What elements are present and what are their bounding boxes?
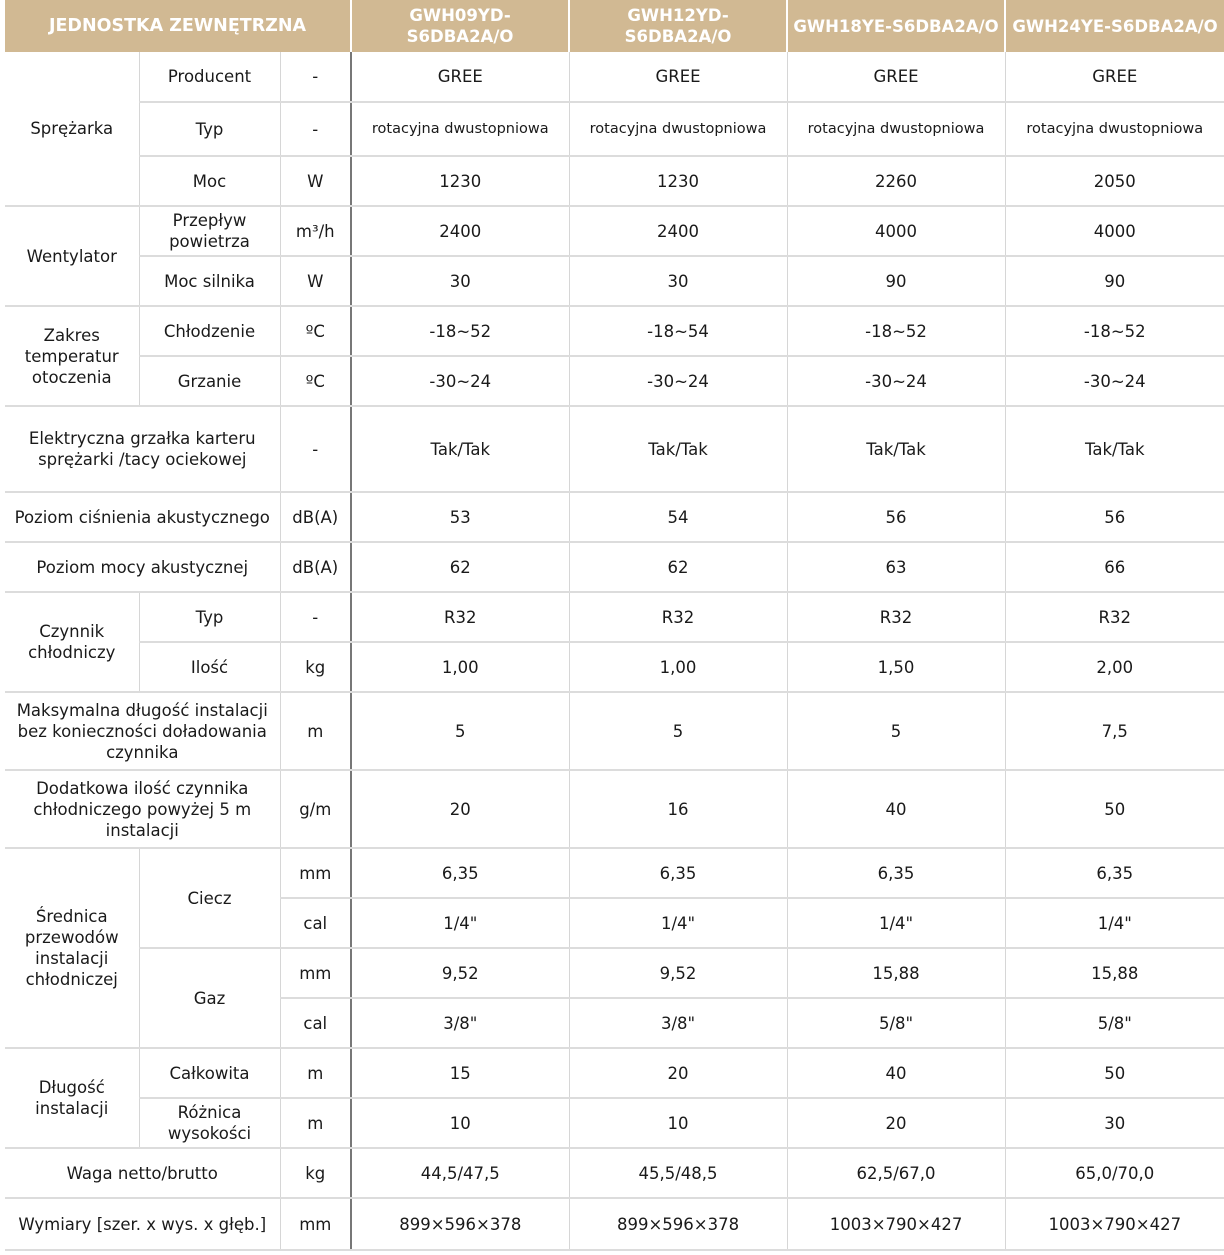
header-row bbox=[5, 0, 1224, 52]
value-cell: 30 bbox=[1005, 1098, 1224, 1148]
value-cell: 2400 bbox=[569, 206, 787, 256]
value-cell: Tak/Tak bbox=[351, 406, 569, 492]
value-cell: 65,0/70,0 bbox=[1005, 1148, 1224, 1198]
value-cell: 56 bbox=[787, 492, 1005, 542]
model-header: GWH09YD-S6DBA2A/O bbox=[351, 0, 569, 52]
group-label: Wentylator bbox=[5, 206, 139, 306]
model-header: GWH12YD-S6DBA2A/O bbox=[569, 0, 787, 52]
value-cell: 30 bbox=[351, 256, 569, 306]
row-label: Ilość bbox=[139, 642, 280, 692]
value-cell: 20 bbox=[569, 1048, 787, 1098]
value-cell: Tak/Tak bbox=[787, 406, 1005, 492]
value-cell: 1003×790×427 bbox=[1005, 1198, 1224, 1250]
unit-cell: ºC bbox=[280, 306, 351, 356]
unit-cell: - bbox=[280, 406, 351, 492]
value-cell: rotacyjna dwustopniowa bbox=[351, 102, 569, 156]
table-row bbox=[5, 642, 1224, 692]
value-cell: 53 bbox=[351, 492, 569, 542]
value-cell: 1,00 bbox=[569, 642, 787, 692]
value-cell: 6,35 bbox=[1005, 848, 1224, 898]
value-cell: rotacyjna dwustopniowa bbox=[1005, 102, 1224, 156]
table-title: JEDNOSTKA ZEWNĘTRZNA bbox=[5, 0, 351, 52]
unit-cell: cal bbox=[280, 998, 351, 1048]
value-cell: 4000 bbox=[787, 206, 1005, 256]
unit-cell: g/m bbox=[280, 770, 351, 848]
row-label: Waga netto/brutto bbox=[5, 1148, 280, 1198]
value-cell: 56 bbox=[1005, 492, 1224, 542]
table-row bbox=[5, 542, 1224, 592]
row-label: Maksymalna długość instalacji bez konieczności doładowania czynnika bbox=[5, 692, 280, 770]
table-row bbox=[5, 156, 1224, 206]
table-row bbox=[5, 306, 1224, 356]
value-cell: 50 bbox=[1005, 770, 1224, 848]
value-cell: rotacyjna dwustopniowa bbox=[569, 102, 787, 156]
value-cell: 62 bbox=[569, 542, 787, 592]
value-cell: 90 bbox=[787, 256, 1005, 306]
value-cell: 899×596×378 bbox=[351, 1198, 569, 1250]
value-cell: -30~24 bbox=[787, 356, 1005, 406]
row-label: Producent bbox=[139, 52, 280, 102]
table-row bbox=[5, 848, 1224, 898]
value-cell: 9,52 bbox=[569, 948, 787, 998]
value-cell: 54 bbox=[569, 492, 787, 542]
unit-cell: - bbox=[280, 52, 351, 102]
row-label: Elektryczna grzałka karteru sprężarki /tacy ociekowej bbox=[5, 406, 280, 492]
unit-cell: dB(A) bbox=[280, 492, 351, 542]
table-row bbox=[5, 492, 1224, 542]
value-cell: 5/8" bbox=[787, 998, 1005, 1048]
row-label: Grzanie bbox=[139, 356, 280, 406]
table-row bbox=[5, 1048, 1224, 1098]
table-row bbox=[5, 948, 1224, 998]
value-cell: 4000 bbox=[1005, 206, 1224, 256]
row-label: Wymiary [szer. x wys. x głęb.] bbox=[5, 1198, 280, 1250]
value-cell: 5 bbox=[351, 692, 569, 770]
unit-cell: mm bbox=[280, 948, 351, 998]
table-row bbox=[5, 206, 1224, 256]
value-cell: GREE bbox=[787, 52, 1005, 102]
unit-cell: W bbox=[280, 256, 351, 306]
value-cell: 15,88 bbox=[1005, 948, 1224, 998]
subgroup-label: Ciecz bbox=[139, 848, 280, 948]
value-cell: R32 bbox=[1005, 592, 1224, 642]
value-cell: 1,00 bbox=[351, 642, 569, 692]
value-cell: 30 bbox=[569, 256, 787, 306]
table-row bbox=[5, 692, 1224, 770]
table-row bbox=[5, 1148, 1224, 1198]
table-row bbox=[5, 256, 1224, 306]
table-row bbox=[5, 592, 1224, 642]
value-cell: -18~54 bbox=[569, 306, 787, 356]
value-cell: -18~52 bbox=[1005, 306, 1224, 356]
value-cell: 1/4" bbox=[569, 898, 787, 948]
value-cell: GREE bbox=[351, 52, 569, 102]
value-cell: 50 bbox=[1005, 1048, 1224, 1098]
value-cell: 16 bbox=[569, 770, 787, 848]
value-cell: Tak/Tak bbox=[569, 406, 787, 492]
row-label: Poziom ciśnienia akustycznego bbox=[5, 492, 280, 542]
row-label: Chłodzenie bbox=[139, 306, 280, 356]
value-cell: 45,5/48,5 bbox=[569, 1148, 787, 1198]
value-cell: R32 bbox=[351, 592, 569, 642]
value-cell: rotacyjna dwustopniowa bbox=[787, 102, 1005, 156]
value-cell: -18~52 bbox=[787, 306, 1005, 356]
row-label: Typ bbox=[139, 102, 280, 156]
unit-cell: W bbox=[280, 156, 351, 206]
spec-table bbox=[5, 0, 1224, 1251]
value-cell: 10 bbox=[569, 1098, 787, 1148]
value-cell: Tak/Tak bbox=[1005, 406, 1224, 492]
unit-cell: - bbox=[280, 592, 351, 642]
value-cell: 2400 bbox=[351, 206, 569, 256]
value-cell: 5/8" bbox=[1005, 998, 1224, 1048]
table-row bbox=[5, 356, 1224, 406]
model-header: GWH24YE-S6DBA2A/O bbox=[1005, 0, 1224, 52]
value-cell: 3/8" bbox=[351, 998, 569, 1048]
value-cell: 1/4" bbox=[1005, 898, 1224, 948]
value-cell: 899×596×378 bbox=[569, 1198, 787, 1250]
value-cell: GREE bbox=[569, 52, 787, 102]
value-cell: -30~24 bbox=[351, 356, 569, 406]
row-label: Różnica wysokości bbox=[139, 1098, 280, 1148]
unit-cell: dB(A) bbox=[280, 542, 351, 592]
value-cell: 2,00 bbox=[1005, 642, 1224, 692]
value-cell: GREE bbox=[1005, 52, 1224, 102]
row-label: Typ bbox=[139, 592, 280, 642]
value-cell: 15 bbox=[351, 1048, 569, 1098]
group-label: Czynnik chłodniczy bbox=[5, 592, 139, 692]
value-cell: -30~24 bbox=[1005, 356, 1224, 406]
value-cell: 1/4" bbox=[351, 898, 569, 948]
row-label: Dodatkowa ilość czynnika chłodniczego powyżej 5 m instalacji bbox=[5, 770, 280, 848]
row-label: Moc bbox=[139, 156, 280, 206]
value-cell: 1230 bbox=[351, 156, 569, 206]
group-label: Sprężarka bbox=[5, 52, 139, 206]
table-row bbox=[5, 1098, 1224, 1148]
value-cell: 20 bbox=[351, 770, 569, 848]
value-cell: 66 bbox=[1005, 542, 1224, 592]
value-cell: R32 bbox=[787, 592, 1005, 642]
table-row bbox=[5, 1198, 1224, 1250]
unit-cell: kg bbox=[280, 1148, 351, 1198]
value-cell: 40 bbox=[787, 1048, 1005, 1098]
value-cell: 10 bbox=[351, 1098, 569, 1148]
value-cell: 1,50 bbox=[787, 642, 1005, 692]
unit-cell: mm bbox=[280, 848, 351, 898]
model-header: GWH18YE-S6DBA2A/O bbox=[787, 0, 1005, 52]
table-row bbox=[5, 52, 1224, 102]
unit-cell: kg bbox=[280, 642, 351, 692]
value-cell: 5 bbox=[787, 692, 1005, 770]
value-cell: 90 bbox=[1005, 256, 1224, 306]
row-label: Całkowita bbox=[139, 1048, 280, 1098]
row-label: Poziom mocy akustycznej bbox=[5, 542, 280, 592]
group-label: Zakres temperatur otoczenia bbox=[5, 306, 139, 406]
value-cell: 44,5/47,5 bbox=[351, 1148, 569, 1198]
unit-cell: - bbox=[280, 102, 351, 156]
value-cell: 40 bbox=[787, 770, 1005, 848]
value-cell: 2050 bbox=[1005, 156, 1224, 206]
unit-cell: cal bbox=[280, 898, 351, 948]
value-cell: 20 bbox=[787, 1098, 1005, 1148]
value-cell: -30~24 bbox=[569, 356, 787, 406]
value-cell: -18~52 bbox=[351, 306, 569, 356]
value-cell: 62,5/67,0 bbox=[787, 1148, 1005, 1198]
value-cell: 63 bbox=[787, 542, 1005, 592]
table-row bbox=[5, 102, 1224, 156]
group-label: Średnica przewodów instalacji chłodniczej bbox=[5, 848, 139, 1048]
value-cell: 1/4" bbox=[787, 898, 1005, 948]
unit-cell: m³/h bbox=[280, 206, 351, 256]
subgroup-label: Gaz bbox=[139, 948, 280, 1048]
value-cell: 6,35 bbox=[787, 848, 1005, 898]
value-cell: 62 bbox=[351, 542, 569, 592]
value-cell: 1003×790×427 bbox=[787, 1198, 1005, 1250]
value-cell: 3/8" bbox=[569, 998, 787, 1048]
row-label: Przepływ powietrza bbox=[139, 206, 280, 256]
unit-cell: ºC bbox=[280, 356, 351, 406]
value-cell: 6,35 bbox=[569, 848, 787, 898]
value-cell: 7,5 bbox=[1005, 692, 1224, 770]
unit-cell: m bbox=[280, 1048, 351, 1098]
value-cell: 2260 bbox=[787, 156, 1005, 206]
value-cell: 1230 bbox=[569, 156, 787, 206]
value-cell: R32 bbox=[569, 592, 787, 642]
unit-cell: m bbox=[280, 1098, 351, 1148]
row-label: Moc silnika bbox=[139, 256, 280, 306]
unit-cell: mm bbox=[280, 1198, 351, 1250]
unit-cell: m bbox=[280, 692, 351, 770]
value-cell: 9,52 bbox=[351, 948, 569, 998]
value-cell: 5 bbox=[569, 692, 787, 770]
group-label: Długość instalacji bbox=[5, 1048, 139, 1148]
table-row bbox=[5, 406, 1224, 492]
table-row bbox=[5, 770, 1224, 848]
value-cell: 6,35 bbox=[351, 848, 569, 898]
value-cell: 15,88 bbox=[787, 948, 1005, 998]
